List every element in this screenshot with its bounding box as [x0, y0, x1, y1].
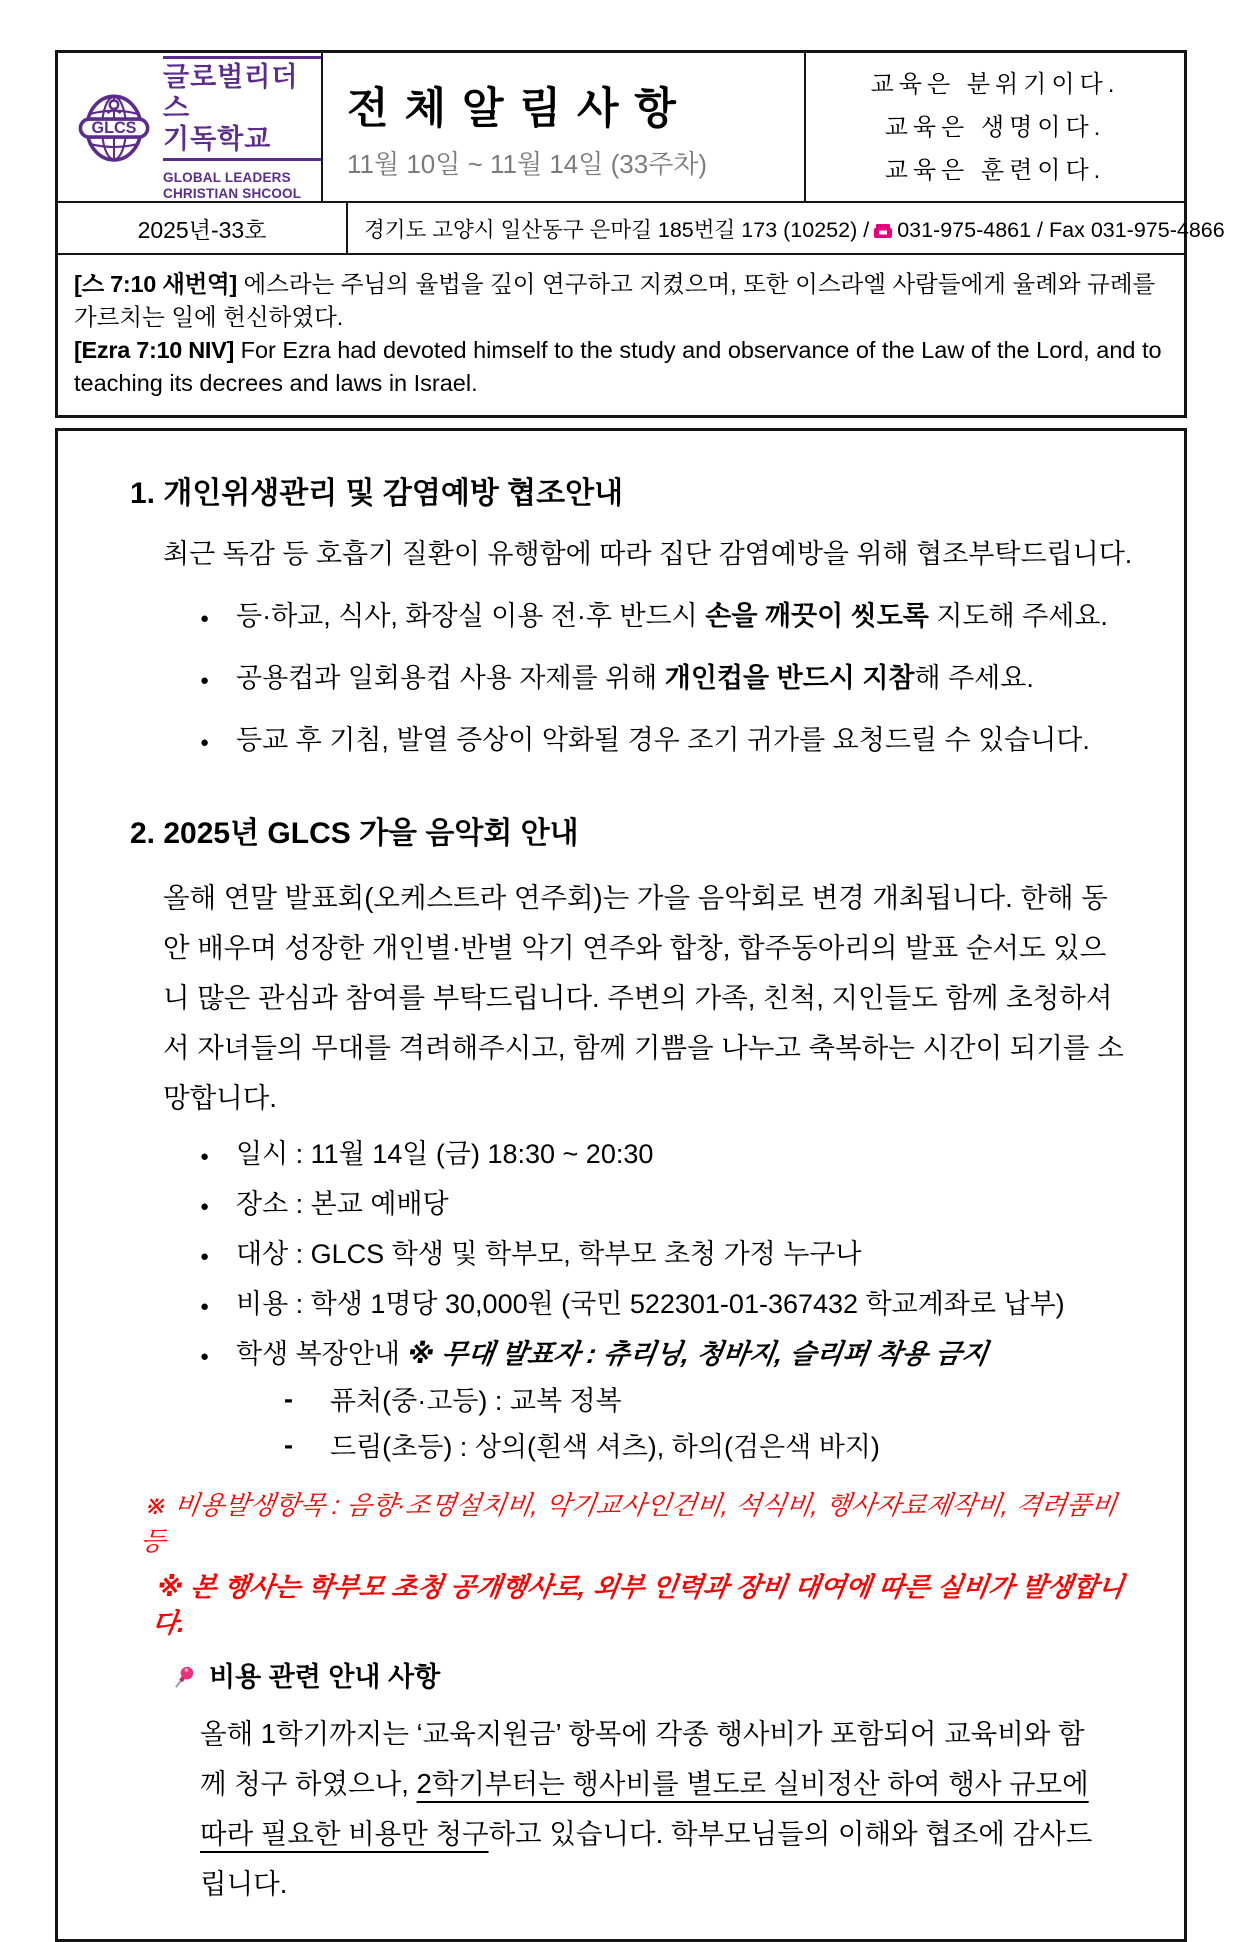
cost-notice-paragraph — [200, 1709, 1102, 1909]
dress-sub-item-future: - 퓨처(중·고등) : 교복 정복 — [330, 1383, 1142, 1419]
logo-english-name-line2: CHRISTIAN SHCOOL — [163, 186, 302, 201]
logo-korean-name-line1: 글로벌리더스 — [163, 62, 299, 123]
cost-items-note-text: ※ 비용발생항목 : 음향·조명설치비, 악기교사인건비, 석식비, 행사자료제작비, 격려품비 등 — [138, 1490, 1119, 1556]
event-fee-item: ● 비용 : 학생 1명당 30,000원 (국민 522301-01-367432 학교계좌로 납부) — [236, 1285, 1142, 1323]
info-bar — [58, 203, 1225, 255]
page-title: 전 체 알 림 사 항 — [347, 84, 678, 133]
globe-person-icon — [78, 76, 150, 179]
logo-english-name-line1: GLOBAL LEADERS — [163, 170, 291, 185]
bullet-text: 공용컵과 일회용컵 사용 자제를 위해 — [236, 663, 665, 693]
hygiene-bullet-early-leave — [236, 721, 1142, 759]
main-content — [55, 428, 1187, 1942]
cost-paragraph-text: 하고 있습니다. 학부모님들의 이해와 협조에 감사드립니다. — [200, 1818, 1093, 1899]
logo-acronym: GLCS — [91, 118, 137, 137]
scripture-english — [74, 334, 1168, 400]
event-place-item: ● 장소 : 본교 예배당 — [236, 1185, 1142, 1223]
issue-number: 2025년-33호 — [58, 203, 348, 253]
hygiene-bullet-cup — [236, 659, 1142, 697]
scripture-korean-label: [스 7:10 새번역] — [74, 271, 237, 297]
header-top-row — [58, 53, 1184, 203]
section-2-heading: 2. 2025년 GLCS 가을 음악회 안내 — [130, 817, 579, 850]
school-motto — [806, 53, 1184, 202]
cost-paragraph-text: 올해 1학기까지는 ‘교육지원금’ 항목에 각종 행사비가 포함되어 교육비와 함께 청구 하였으나, — [200, 1718, 1085, 1799]
dress-code-item — [236, 1335, 1142, 1373]
bullet-bold-text: 개인컵을 반드시 지참 — [664, 663, 915, 693]
phone-fax-text: 031-975-4861 / Fax 031-975-4866 — [897, 217, 1225, 242]
title-cell — [323, 53, 806, 202]
cost-items-note — [138, 1487, 1142, 1559]
pushpin-icon — [170, 1664, 197, 1691]
scripture-korean — [74, 268, 1168, 334]
school-address — [348, 213, 1225, 244]
address-text: 경기도 고양시 일산동구 은마길 185번길 173 (10252) / — [364, 217, 870, 242]
cost-notice-heading — [170, 1659, 1142, 1695]
motto-line: 교육은 분위기이다. — [870, 70, 1120, 98]
bullet-text: 등·하교, 식사, 화장실 이용 전·후 반드시 — [236, 601, 706, 631]
dress-code-label: 학생 복장안내 — [236, 1339, 408, 1369]
header — [55, 50, 1225, 418]
dress-code-rule: ※ 무대 발표자 : 츄리닝, 청바지, 슬리퍼 착용 금지 — [405, 1339, 990, 1369]
cost-paragraph-underlined: 2학기부터는 행사비를 별도로 실비정산 하여 행사 규모에 따라 필요한 비용만 청구 — [200, 1768, 1089, 1849]
bullet-bold-text: 손을 깨끗이 씻도록 — [705, 601, 929, 631]
logo-rule-bottom — [163, 158, 321, 161]
motto-line: 교육은 훈련이다. — [884, 157, 1106, 185]
event-target-item: ● 대상 : GLCS 학생 및 학부모, 학부모 초청 가정 누구나 — [236, 1235, 1142, 1273]
logo-korean-name-line2: 기독학교 — [163, 124, 272, 154]
section-1-heading: 1. 개인위생관리 및 감염예방 협조안내 — [130, 477, 624, 510]
bullet-text: 등교 후 기침, 발열 증상이 악화될 경우 조기 귀가를 요청드릴 수 있습니다. — [236, 725, 1090, 755]
dress-sub-item-dream: - 드림(초등) : 상의(흰색 셔츠), 하의(검은색 바지) — [330, 1429, 1142, 1465]
cost-notice-heading-text: 비용 관련 안내 사항 — [209, 1662, 441, 1692]
logo-text — [163, 53, 321, 202]
date-range: 11월 10일 ~ 11월 14일 (33주차) — [347, 148, 708, 179]
dress-code-sub-items — [100, 1383, 1142, 1465]
cost-public-note-text: ※ 본 행사는 학부모 초청 공개행사로, 외부 인력과 장비 대여에 따른 실비가 발생합니다. — [150, 1572, 1126, 1638]
scripture-korean-text: 에스라는 주님의 율법을 깊이 연구하고 지켰으며, 또한 이스라엘 사람들에게 율례와 규례를 가르치는 일에 헌신하였다. — [74, 271, 1156, 330]
event-time-item: ● 일시 : 11월 14일 (금) 18:30 ~ 20:30 — [236, 1135, 1142, 1173]
scripture-english-text: For Ezra had devoted himself to the study and observance of the Law of the Lord, and to teaching its decrees and laws in Israel. — [74, 337, 1162, 396]
bullet-text: 지도해 주세요. — [928, 601, 1108, 631]
section-1-intro: 최근 독감 등 호흡기 질환이 유행함에 따라 집단 감염예방을 위해 협조부탁드립니다. — [163, 539, 1133, 569]
logo-rule-top — [163, 56, 321, 59]
motto-line: 교육은 생명이다. — [884, 113, 1106, 141]
divider-gap — [55, 418, 1187, 428]
scripture-english-label: [Ezra 7:10 NIV] — [74, 337, 235, 363]
bullet-text: 해 주세요. — [914, 663, 1034, 693]
school-logo — [58, 53, 323, 202]
section-2-bullets — [100, 1135, 1142, 1373]
scripture-verse — [58, 255, 1184, 415]
cost-public-note — [150, 1569, 1142, 1641]
section-1-bullets — [100, 597, 1142, 759]
phone-icon — [873, 223, 893, 239]
section-2-paragraph: 올해 연말 발표회(오케스트라 연주회)는 가을 음악회로 변경 개최됩니다. 한해 동안 배우며 성장한 개인별·반별 악기 연주와 합창, 합주동아리의 발표 순서도 있으니 많은 관심과 참여를 부탁드립니다. 주변의 가족, 친척, 지인들도 함께 초청하셔서 자녀들의 무대를 격려해주시고, 함께 기쁨을 나누고 축복하는 시간이 되기를 소망합니다. — [163, 882, 1124, 1113]
hygiene-bullet-handwash — [236, 597, 1142, 635]
